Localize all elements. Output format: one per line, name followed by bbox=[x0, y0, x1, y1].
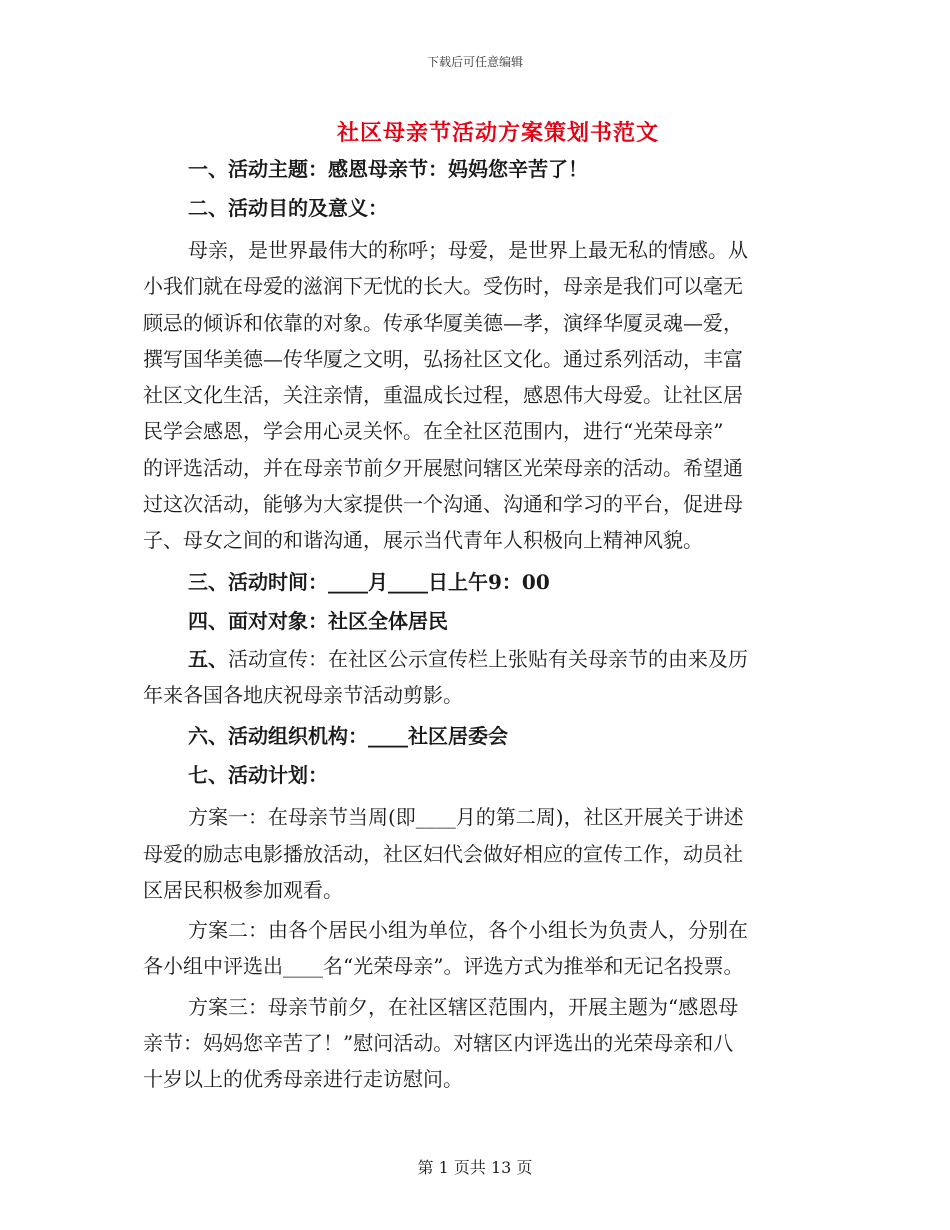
plan-3-paragraph bbox=[143, 989, 815, 1098]
paragraph-line: 十岁以上的优秀母亲进行走访慰问。 bbox=[143, 1067, 463, 1092]
section-5-text: 活动宣传：在社区公示宣传栏上张贴有关母亲节的由来及历 bbox=[228, 646, 748, 671]
paragraph-line: 各小组中评选出____名“光荣母亲”。评选方式为推举和无记名投票。 bbox=[143, 954, 744, 979]
page-number: 第 1 页共 13 页 bbox=[417, 1158, 533, 1177]
document-body bbox=[143, 150, 815, 1098]
plan-1-paragraph bbox=[143, 799, 815, 908]
section-7-heading: 七、活动计划： bbox=[188, 763, 328, 788]
paragraph-line: 顾忌的倾诉和依靠的对象。传承华厦美德—孝，演绎华厦灵魂—爱， bbox=[143, 310, 743, 335]
document-title: 社区母亲节活动方案策划书范文 bbox=[336, 120, 659, 146]
paragraph-line: 区居民积极参加观看。 bbox=[143, 877, 343, 902]
paragraph-line: 年来各国各地庆祝母亲节活动剪影。 bbox=[143, 682, 463, 707]
paragraph-line: 社区文化生活，关注亲情，重温成长过程，感恩伟大母爱。让社区居 bbox=[143, 383, 743, 408]
paragraph-line: 子、母女之间的和谐沟通，展示当代青年人积极向上精神风貌。 bbox=[143, 528, 703, 553]
section-5-label: 五、 bbox=[188, 646, 228, 671]
paragraph-line: 小我们就在母爱的滋润下无忧的长大。受伤时，母亲是我们可以毫无 bbox=[143, 274, 743, 299]
paragraph-line: 过这次活动，能够为大家提供一个沟通、沟通和学习的平台，促进母 bbox=[143, 492, 743, 517]
section-1-heading: 一、活动主题：感恩母亲节：妈妈您辛苦了！ bbox=[188, 157, 588, 181]
paragraph-line: 母亲，是世界最伟大的称呼；母爱，是世界上最无私的情感。从 bbox=[188, 238, 748, 262]
section-4-heading: 四、面对对象：社区全体居民 bbox=[188, 608, 448, 633]
paragraph-line bbox=[143, 641, 815, 677]
paragraph-line: 的评选活动，并在母亲节前夕开展慰问辖区光荣母亲的活动。希望通 bbox=[143, 455, 743, 480]
section-2-heading: 二、活动目的及意义： bbox=[188, 196, 388, 220]
section-6-heading: 六、活动组织机构：____社区居委会 bbox=[188, 724, 508, 749]
plan-2-paragraph bbox=[143, 912, 815, 985]
publicity-paragraph bbox=[143, 641, 815, 714]
purpose-paragraph bbox=[143, 232, 815, 559]
paragraph-line: 撰写国华美德—传华厦之文明，弘扬社区文化。通过系列活动，丰富 bbox=[143, 346, 743, 371]
paragraph-line: 方案二：由各个居民小组为单位，各个小组长为负责人，分别在 bbox=[188, 918, 748, 943]
header-note: 下载后可任意编辑 bbox=[426, 55, 523, 69]
paragraph-line: 方案三：母亲节前夕，在社区辖区范围内，开展主题为“感恩母 bbox=[188, 994, 739, 1019]
paragraph-line: 亲节：妈妈您辛苦了！”慰问活动。对辖区内评选出的光荣母亲和八 bbox=[143, 1031, 734, 1056]
section-3-heading: 三、活动时间：____月____日上午9：00 bbox=[188, 569, 550, 594]
paragraph-line: 方案一：在母亲节当周(即____月的第二周)，社区开展关于讲述 bbox=[188, 805, 744, 830]
paragraph-line: 民学会感恩，学会用心灵关怀。在全社区范围内，进行“光荣母亲” bbox=[143, 419, 724, 444]
paragraph-line: 母爱的励志电影播放活动，社区妇代会做好相应的宣传工作，动员社 bbox=[143, 841, 743, 866]
